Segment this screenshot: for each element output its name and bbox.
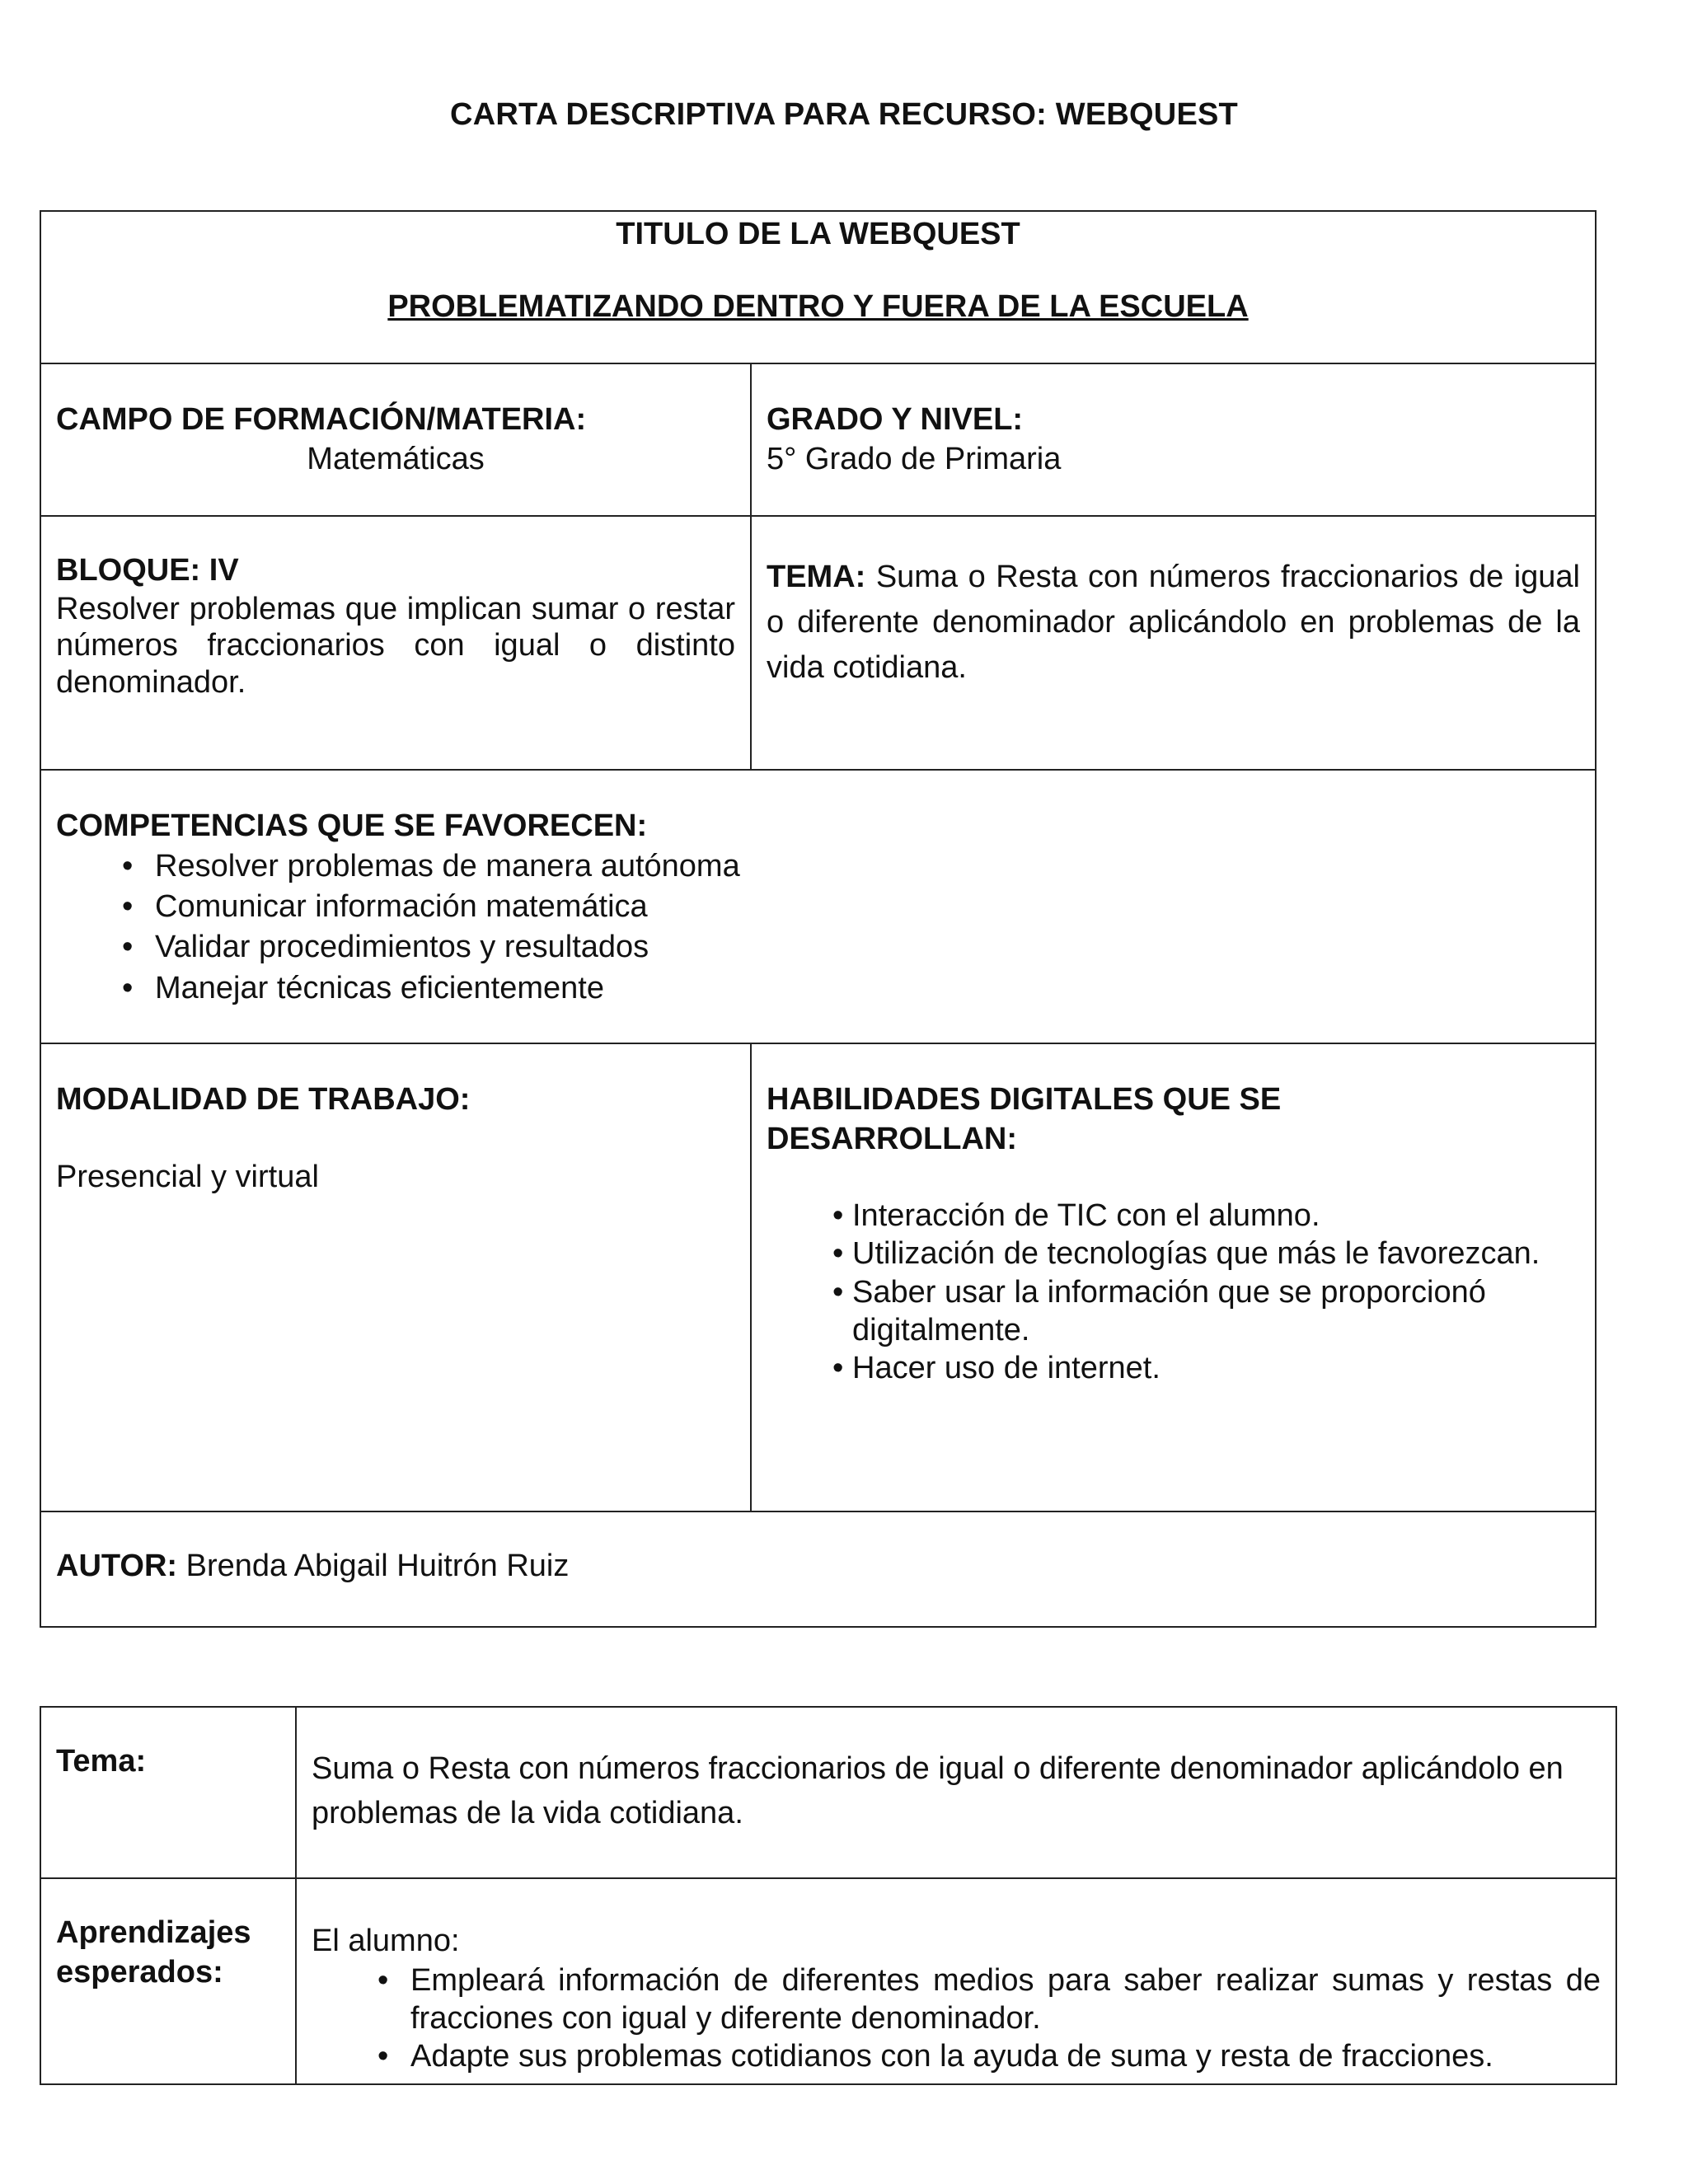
webquest-description-table bbox=[40, 210, 1597, 1628]
webquest-title: PROBLEMATIZANDO DENTRO Y FUERA DE LA ESCUELA bbox=[387, 288, 1249, 324]
t2-tema-label: Tema: bbox=[56, 1744, 147, 1779]
autor-cell bbox=[40, 1511, 1596, 1627]
modalidad-value: Presencial y virtual bbox=[56, 1159, 319, 1194]
campo-cell bbox=[40, 363, 751, 516]
habilidades-list bbox=[767, 1197, 1580, 1388]
bloque-label: BLOQUE: IV bbox=[56, 553, 239, 588]
document-title: CARTA DESCRIPTIVA PARA RECURSO: WEBQUEST bbox=[450, 97, 1238, 132]
list-item: • Interacción de TIC con el alumno. bbox=[767, 1197, 1580, 1235]
t2-aprendizajes-intro: El alumno: bbox=[312, 1924, 460, 1958]
webquest-title-cell bbox=[40, 211, 1596, 363]
t2-aprendizajes-label-line1: Aprendizajes bbox=[56, 1915, 251, 1950]
habilidades-cell bbox=[751, 1043, 1596, 1511]
bloque-cell bbox=[40, 516, 751, 770]
t2-tema-value: Suma o Resta con números fraccionarios de igual o diferente denominador aplicándolo en problemas de la vida cotidiana. bbox=[312, 1751, 1564, 1830]
list-item: • Resolver problemas de manera autónoma bbox=[56, 846, 1580, 887]
grado-label: GRADO Y NIVEL: bbox=[767, 402, 1024, 437]
tema-text bbox=[752, 555, 1595, 691]
list-item: • Validar procedimientos y resultados bbox=[56, 927, 1580, 968]
campo-value: Matemáticas bbox=[307, 441, 485, 476]
t2-aprendizajes-label-cell bbox=[40, 1878, 296, 2084]
t2-tema-label-cell bbox=[40, 1707, 296, 1878]
grado-value: 5° Grado de Primaria bbox=[767, 441, 1062, 476]
competencias-label: COMPETENCIAS QUE SE FAVORECEN: bbox=[56, 808, 648, 843]
autor-value: Brenda Abigail Huitrón Ruiz bbox=[185, 1549, 570, 1583]
learning-table bbox=[40, 1706, 1617, 2085]
list-item: • Empleará información de diferentes medios para saber realizar sumas y restas de fracciones con igual y diferente denominador. bbox=[312, 1961, 1601, 2038]
list-item: • Comunicar información matemática bbox=[56, 887, 1580, 927]
habilidades-label-line2: DESARROLLAN: bbox=[767, 1121, 1017, 1156]
list-item: • Hacer uso de internet. bbox=[767, 1349, 1580, 1387]
list-item: • Saber usar la información que se proporcionó digitalmente. bbox=[767, 1273, 1580, 1350]
modalidad-label: MODALIDAD DE TRABAJO: bbox=[56, 1082, 471, 1117]
aprendizajes-list bbox=[312, 1961, 1601, 2076]
modalidad-cell bbox=[40, 1043, 751, 1511]
competencias-cell bbox=[40, 770, 1596, 1043]
habilidades-label-line1: HABILIDADES DIGITALES QUE SE bbox=[767, 1082, 1282, 1117]
t2-aprendizajes-value-cell bbox=[296, 1878, 1616, 2084]
list-item: • Utilización de tecnologías que más le favorezcan. bbox=[767, 1235, 1580, 1272]
bloque-value: Resolver problemas que implican sumar o restar números fraccionarios con igual o distinto denominador. bbox=[56, 591, 735, 701]
t2-aprendizajes-label-line2: esperados: bbox=[56, 1954, 223, 1990]
tema-cell bbox=[751, 516, 1596, 770]
webquest-title-label: TITULO DE LA WEBQUEST bbox=[616, 217, 1020, 251]
t2-tema-value-cell bbox=[296, 1707, 1616, 1878]
tema-value: Suma o Resta con números fraccionarios de igual o diferente denominador aplicándolo en problemas de la vida cotidiana. bbox=[767, 560, 1580, 686]
grado-cell bbox=[751, 363, 1596, 516]
autor-label: AUTOR: bbox=[56, 1549, 178, 1583]
tema-label: TEMA: bbox=[767, 560, 866, 594]
competencias-list bbox=[56, 846, 1580, 1010]
list-item: • Manejar técnicas eficientemente bbox=[56, 968, 1580, 1009]
list-item: • Adapte sus problemas cotidianos con la ayuda de suma y resta de fracciones. bbox=[312, 2037, 1601, 2075]
campo-label: CAMPO DE FORMACIÓN/MATERIA: bbox=[56, 402, 587, 437]
